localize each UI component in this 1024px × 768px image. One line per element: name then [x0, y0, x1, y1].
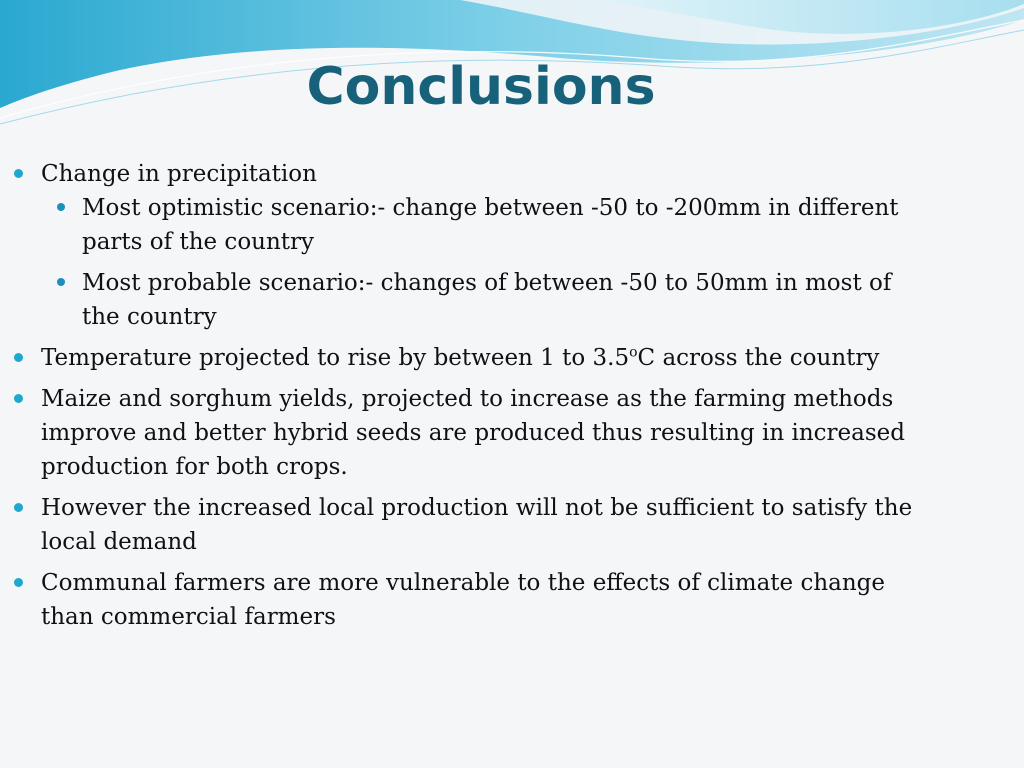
sub-bullet-item-probable [14, 266, 914, 334]
sub-bullet-list [41, 191, 914, 334]
sub-bullet-text: Most optimistic scenario:- change between -50 to -200mm in different parts of the country [82, 195, 899, 255]
bullet-list [14, 157, 914, 641]
bullet-item-communal-farmers [14, 566, 914, 634]
bullet-item-yields [14, 382, 914, 484]
sub-bullet-text: Most probable scenario:- changes of between -50 to 50mm in most of the country [82, 270, 892, 330]
bullet-dot-icon [57, 203, 65, 211]
bullet-dot-icon [14, 578, 23, 587]
bullet-dot-icon [14, 394, 23, 403]
bullet-text-part: Temperature projected to rise by between 1 to 3.5 [41, 345, 630, 371]
bullet-text-part: C across the country [637, 345, 880, 371]
bullet-text: Communal farmers are more vulnerable to the effects of climate change than commercial farmers [41, 570, 886, 630]
bullet-dot-icon [14, 353, 23, 362]
bullet-item-precipitation [14, 157, 914, 334]
sub-bullet-item-optimistic [14, 191, 914, 259]
bullet-item-temperature [14, 341, 914, 375]
bullet-dot-icon [57, 278, 65, 286]
bullet-dot-icon [14, 169, 23, 178]
bullet-text: Change in precipitation [41, 161, 317, 187]
slide-title: Conclusions [306, 57, 656, 117]
bullet-dot-icon [14, 503, 23, 512]
bullet-text: Maize and sorghum yields, projected to increase as the farming methods improve and better hybrid seeds are produced thus resulting in increased production for both crops. [41, 386, 905, 480]
degree-superscript: o [629, 344, 638, 361]
bullet-item-local-demand [14, 491, 914, 559]
bullet-text: However the increased local production will not be sufficient to satisfy the local demand [41, 495, 913, 555]
